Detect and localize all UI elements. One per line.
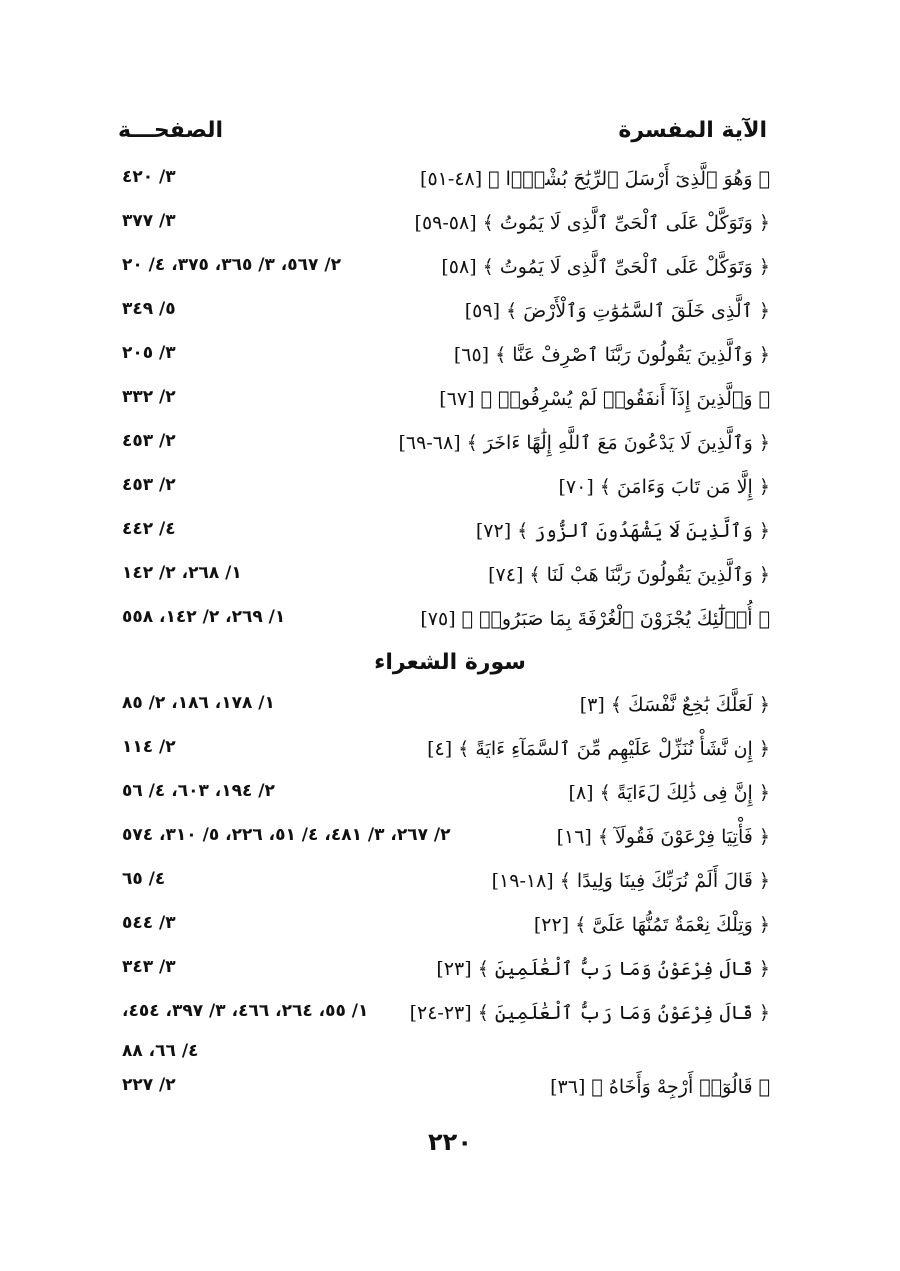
page-reference: ٢/ ٤٥٣ bbox=[122, 431, 176, 451]
index-row bbox=[0, 562, 900, 602]
page-reference: ٣/ ٣٤٣ bbox=[122, 957, 176, 977]
index-row bbox=[0, 342, 900, 382]
verse-text: ﴿ وَٱلَّذِينَ لَا يَدْعُونَ مَعَ ٱللَّهِ إِلَٰهًا ءَاخَرَ ﴾ [٦٨-٦٩] bbox=[398, 432, 770, 454]
page-reference: ١/ ٢٦٩، ٢/ ١٤٢، ٥٥٨ bbox=[122, 607, 286, 627]
index-row bbox=[0, 474, 900, 514]
page-reference: ١/ ١٧٨، ١٨٦، ٢/ ٨٥ bbox=[122, 693, 275, 713]
page-number: ٢٢٠ bbox=[428, 1128, 472, 1156]
index-row bbox=[0, 430, 900, 470]
verse-text: ﴿ قَالُوٓا۟ أَرْجِهْ وَأَخَاهُ ﴾ [٣٦] bbox=[550, 1076, 770, 1098]
verse-text: ﴿ وَٱلَّذِينَ إِذَآ أَنفَقُوا۟ لَمْ يُسْرِفُوا۟ ﴾ [٦٧] bbox=[439, 388, 770, 410]
index-row bbox=[0, 824, 900, 864]
index-row bbox=[0, 780, 900, 820]
index-row bbox=[0, 736, 900, 776]
index-row bbox=[0, 1000, 900, 1070]
index-row bbox=[0, 868, 900, 908]
page-column-header: الصفحـــة bbox=[118, 118, 224, 143]
verse-text: ﴿ قَالَ فِرْعَوْنُ وَمَا رَبُّ ٱلْعَٰلَمِينَ ﴾ [٢٣-٢٤] bbox=[409, 1002, 770, 1024]
page-reference: ٢/ ٢٢٧ bbox=[122, 1075, 176, 1095]
verse-text: ﴿ قَالَ فِرْعَوْنُ وَمَا رَبُّ ٱلْعَٰلَمِينَ ﴾ [٢٣] bbox=[436, 958, 770, 980]
verse-text: ﴿ فَأْتِيَا فِرْعَوْنَ فَقُولَآ ﴾ [١٦] bbox=[556, 826, 770, 848]
verse-text: ﴿ وَتِلْكَ نِعْمَةٌ تَمُنُّهَا عَلَىَّ ﴾ [٢٢] bbox=[533, 914, 770, 936]
verse-text: ﴿ ٱلَّذِى خَلَقَ ٱلسَّمَٰوَٰتِ وَٱلْأَرْضَ ﴾ [٥٩] bbox=[464, 300, 770, 322]
verse-text: ﴿ وَتَوَكَّلْ عَلَى ٱلْحَىِّ ٱلَّذِى لَا يَمُوتُ ﴾ [٥٨-٥٩] bbox=[414, 212, 770, 234]
page-reference bbox=[122, 1000, 482, 1062]
verse-text: ﴿ إِنَّ فِى ذَٰلِكَ لَءَايَةً ﴾ [٨] bbox=[568, 782, 770, 804]
verse-text: ﴿ وَٱلَّذِينَ لَا يَشْهَدُونَ ٱلزُّورَ ﴾ [٧٢] bbox=[475, 520, 770, 542]
index-row bbox=[0, 386, 900, 426]
page-reference: ٥/ ٣٤٩ bbox=[122, 299, 176, 319]
page-reference: ٣/ ٣٧٧ bbox=[122, 211, 176, 231]
page-reference: ٢/ ٣٣٢ bbox=[122, 387, 176, 407]
page-reference: ٣/ ٥٤٤ bbox=[122, 913, 176, 933]
verse-column-header: الآية المفسرة bbox=[618, 118, 767, 143]
index-row bbox=[0, 298, 900, 338]
index-row bbox=[0, 692, 900, 732]
verse-text: ﴿ لَعَلَّكَ بَٰخِعٌ نَّفْسَكَ ﴾ [٣] bbox=[579, 694, 770, 716]
verse-text: ﴿ إِن نَّشَأْ نُنَزِّلْ عَلَيْهِم مِّنَ ٱلسَّمَآءِ ءَايَةً ﴾ [٤] bbox=[427, 738, 770, 760]
index-row bbox=[0, 166, 900, 206]
index-row bbox=[0, 1074, 900, 1114]
index-row bbox=[0, 606, 900, 646]
verse-text: ﴿ إِلَّا مَن تَابَ وَءَامَنَ ﴾ [٧٠] bbox=[558, 476, 770, 498]
page-reference-line1: ١/ ٥٥، ٢٦٤، ٤٦٦، ٣/ ٣٩٧، ٤٥٤، bbox=[122, 1001, 369, 1021]
verse-text: ﴿ وَٱلَّذِينَ يَقُولُونَ رَبَّنَا هَبْ لَنَا ﴾ [٧٤] bbox=[488, 564, 770, 586]
index-row bbox=[0, 210, 900, 250]
index-row bbox=[0, 912, 900, 952]
verse-text: ﴿ وَهُوَ ٱلَّذِىٓ أَرْسَلَ ٱلرِّيَٰحَ بُشْرًۢا ﴾ [٤٨-٥١] bbox=[420, 168, 770, 190]
page-reference: ٢/ ٢٦٧، ٣/ ٤٨١، ٤/ ٥١، ٢٢٦، ٥/ ٣١٠، ٥٧٤ bbox=[122, 825, 451, 845]
index-row bbox=[0, 956, 900, 996]
verse-text: ﴿ وَتَوَكَّلْ عَلَى ٱلْحَىِّ ٱلَّذِى لَا يَمُوتُ ﴾ [٥٨] bbox=[441, 256, 770, 278]
page-reference: ١/ ٢٦٨، ٢/ ١٤٢ bbox=[122, 563, 242, 583]
page-reference: ٢/ ٥٦٧، ٣/ ٣٦٥، ٣٧٥، ٤/ ٢٠ bbox=[122, 255, 341, 275]
page-reference: ٢/ ١٩٤، ٦٠٣، ٤/ ٥٦ bbox=[122, 781, 275, 801]
verse-text: ﴿ وَٱلَّذِينَ يَقُولُونَ رَبَّنَا ٱصْرِفْ عَنَّا ﴾ [٦٥] bbox=[453, 344, 770, 366]
page-reference: ٢/ ١١٤ bbox=[122, 737, 176, 757]
verse-text: ﴿ قَالَ أَلَمْ نُرَبِّكَ فِينَا وَلِيدًا ﴾ [١٨-١٩] bbox=[491, 870, 770, 892]
page-reference: ٣/ ٢٠٥ bbox=[122, 343, 176, 363]
page-reference: ٤/ ٤٤٢ bbox=[122, 519, 176, 539]
surah-title: سورة الشعراء bbox=[374, 650, 526, 675]
page-reference-line2: ٤/ ٦٦، ٨٨ bbox=[122, 1041, 199, 1061]
page-reference: ٣/ ٤٢٠ bbox=[122, 167, 176, 187]
index-row bbox=[0, 254, 900, 294]
index-row bbox=[0, 518, 900, 558]
verse-text: ﴿ أُو۟لَٰٓئِكَ يُجْزَوْنَ ٱلْغُرْفَةَ بِمَا صَبَرُوا۟ ﴾ [٧٥] bbox=[420, 608, 770, 630]
page-reference: ٤/ ٦٥ bbox=[122, 869, 166, 889]
page-reference: ٢/ ٤٥٣ bbox=[122, 475, 176, 495]
